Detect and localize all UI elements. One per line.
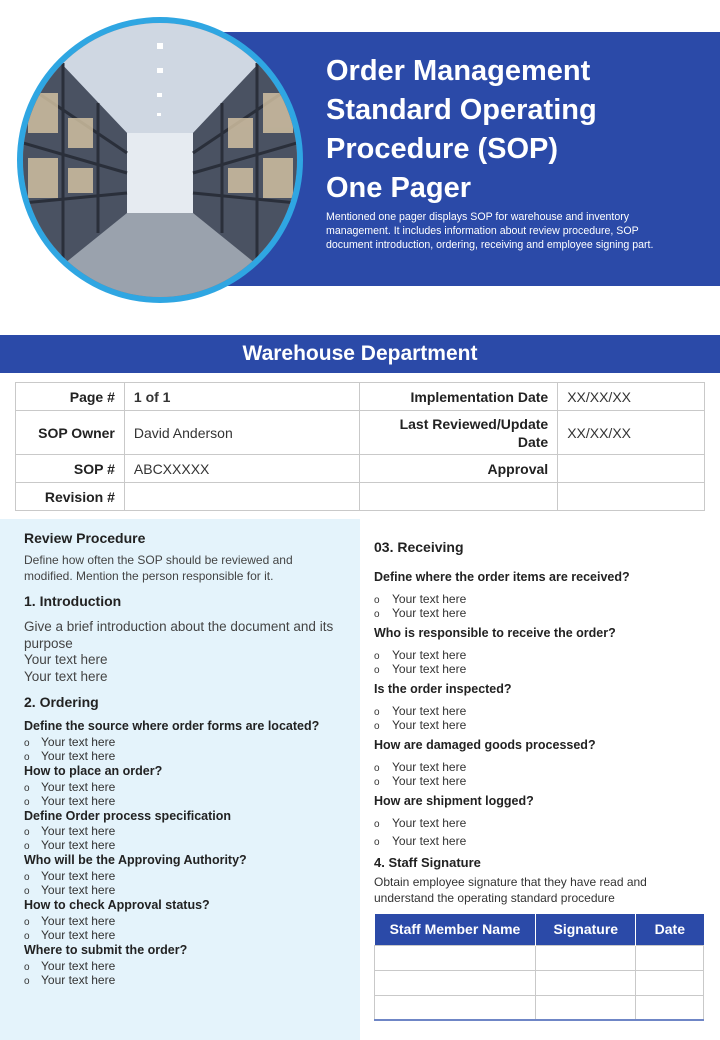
list-item-text: Your text here [41,749,116,763]
list-item-text: Your text here [41,914,116,928]
list-item-text: Your text here [41,869,116,883]
table-row [16,455,705,483]
signature-table [374,914,704,1021]
staff-signature-heading: 4. Staff Signature [374,855,481,870]
sop-number-value: ABCXXXXX [124,455,360,483]
bullet-icon: o [374,819,380,830]
list-item-text: Your text here [41,928,116,942]
bullet-icon: o [374,721,380,732]
column-header-date: Date [636,914,704,945]
column-header-signature: Signature [536,914,636,945]
last-reviewed-label-line: Last Reviewed/Update [399,415,549,432]
receiving-heading: 03. Receiving [374,539,464,555]
list-item-text: Your text here [41,959,116,973]
table-row [16,483,705,511]
bullet-icon: o [374,707,380,718]
list-item-text: Your text here [41,735,116,749]
review-text-line: modified. Mention the person responsible for it. [24,569,274,583]
list-item-text: Your text here [41,794,116,808]
signature-cell[interactable] [375,995,536,1020]
ordering-question: Define Order process specification [24,809,232,823]
approval-label: Approval [360,455,558,483]
signature-cell[interactable] [375,970,536,995]
list-item [374,774,466,790]
page-title [326,52,706,208]
implementation-date-label: Implementation Date [360,383,558,411]
receiving-question: Who is responsible to receive the order? [374,626,616,640]
list-item-text: Your text here [41,973,116,987]
list-item-text: Your text here [392,774,467,788]
last-reviewed-value: XX/XX/XX [558,411,705,455]
table-header-row [375,914,704,945]
column-header-staff-member-name: Staff Member Name [375,914,536,945]
list-item [24,973,115,990]
signature-cell[interactable] [636,995,704,1020]
bullet-icon: o [374,609,380,620]
list-item-text: Your text here [392,760,467,774]
signature-cell[interactable] [536,945,636,970]
ordering-question: Who will be the Approving Authority? [24,853,247,867]
sop-owner-label: SOP Owner [16,411,125,455]
list-item-text: Your text here [392,606,467,620]
list-item-text: Your text here [41,824,116,838]
list-item-text: Your text here [392,592,467,606]
introduction-heading: 1. Introduction [24,593,122,609]
bullet-icon: o [374,651,380,662]
page-label: Page # [16,383,125,411]
list-item [374,834,466,850]
bullet-icon: o [24,931,30,942]
title-line: Order Management [326,55,591,87]
list-item [374,816,466,832]
bullet-icon: o [374,777,380,788]
page-subtitle: Mentioned one pager displays SOP for warehouse and inventory management. It includes information about review procedure, SOP document introduction, ordering, receiving and employee signing part. [326,211,654,251]
sop-info-table [15,382,705,511]
ordering-heading: 2. Ordering [24,694,99,710]
photo-frame [17,17,303,303]
bullet-icon: o [374,595,380,606]
revision-value [124,483,360,511]
bullet-icon: o [374,763,380,774]
signature-cell[interactable] [536,970,636,995]
list-item [374,662,466,678]
table-row [375,945,704,970]
list-item-text: Your text here [41,883,116,897]
warehouse-photo-icon [23,23,297,297]
bullet-icon: o [24,886,30,897]
intro-text-line: Give a brief introduction about the document and its [24,619,334,634]
table-row [375,995,704,1020]
receiving-question: Is the order inspected? [374,682,512,696]
bullet-icon: o [374,837,380,848]
bullet-icon: o [24,783,30,794]
review-text-line: Define how often the SOP should be reviewed and [24,553,293,567]
bullet-icon: o [374,665,380,676]
list-item-text: Your text here [392,704,467,718]
sop-number-label: SOP # [16,455,125,483]
signature-cell[interactable] [536,995,636,1020]
bullet-icon: o [24,827,30,838]
last-reviewed-label-line: Date [517,433,549,450]
intro-item: Your text here [24,652,108,667]
bullet-icon: o [24,738,30,749]
revision-label: Revision # [16,483,125,511]
receiving-question: How are damaged goods processed? [374,738,596,752]
table-row [16,411,705,455]
bullet-icon: o [24,752,30,763]
signature-cell[interactable] [636,970,704,995]
page-value: 1 of 1 [124,383,360,411]
empty-cell [558,483,705,511]
table-row [375,970,704,995]
department-heading: Warehouse Department [0,335,720,373]
list-item-text: Your text here [392,834,467,848]
bullet-icon: o [24,976,30,987]
sop-owner-value: David Anderson [124,411,360,455]
intro-item: Your text here [24,669,108,684]
list-item-text: Your text here [392,718,467,732]
ordering-question: How to check Approval status? [24,898,210,912]
list-item [374,718,466,734]
list-item-text: Your text here [392,648,467,662]
receiving-question: How are shipment logged? [374,794,534,808]
title-line: Standard Operating [326,94,597,126]
implementation-date-value: XX/XX/XX [558,383,705,411]
title-line: Procedure (SOP) [326,133,559,165]
intro-text-line: purpose [24,636,73,651]
list-item-text: Your text here [41,780,116,794]
bullet-icon: o [24,917,30,928]
bullet-icon: o [24,797,30,808]
last-reviewed-label [360,411,558,455]
bullet-icon: o [24,841,30,852]
signature-cell[interactable] [375,945,536,970]
empty-cell [360,483,558,511]
table-row [16,383,705,411]
title-line: One Pager [326,172,472,204]
review-procedure-heading: Review Procedure [24,530,146,546]
ordering-question: Where to submit the order? [24,943,188,957]
bullet-icon: o [24,872,30,883]
list-item-text: Your text here [392,816,467,830]
ordering-question: How to place an order? [24,764,163,778]
staff-signature-text-line: Obtain employee signature that they have read and [374,875,647,889]
bullet-icon: o [24,962,30,973]
staff-signature-text-line: understand the operating standard procedure [374,891,615,905]
ordering-question: Define the source where order forms are located? [24,719,320,733]
list-item-text: Your text here [392,662,467,676]
receiving-question: Define where the order items are received? [374,570,630,584]
signature-cell[interactable] [636,945,704,970]
list-item-text: Your text here [41,838,116,852]
list-item [374,606,466,622]
approval-value [558,455,705,483]
